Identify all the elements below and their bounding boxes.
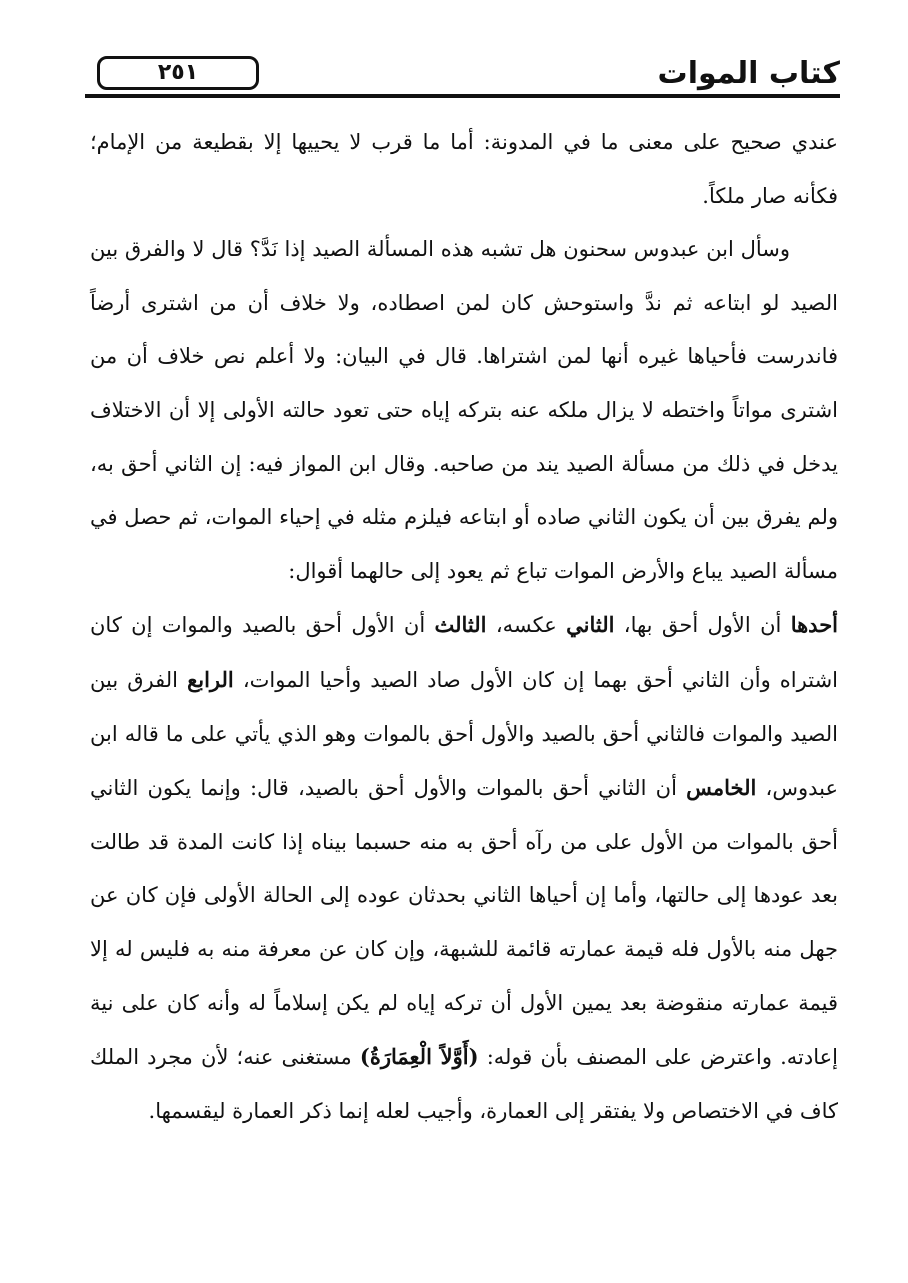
paragraph-sahnun-question: وسأل ابن عبدوس سحنون هل تشبه هذه المسألة الصيد إذا نَدَّ؟ قال لا والفرق بين الصيد لو ابتاعه ثم ندَّ واستوحش كان لمن اصطاده، ولا خلاف أن من اشترى أرضاً فاندرست فأحياها غيره أنها لمن اشتراها. قال في البيان: ولا أعلم نص خلاف أن من اشترى مواتاً واختطه لا يزال ملكه عنه بتركه إياه حتى تعود حالته الأولى إلا أن الاختلاف يدخل في ذلك من مسألة الصيد يند من صاحبه. وقال ابن المواز فيه: إن الثاني أحق به، ولم يفرق بين أن يكون الثاني صاده أو ابتاعه فيلزم مثله في إحياء الموات، ثم حصل في مسألة الصيد يباع والأرض الموات تباع ثم يعود إلى حالهما أقوال:: [90, 237, 838, 583]
opinion-label-fifth: الخامس: [686, 775, 757, 801]
running-title: كتاب الموات: [657, 56, 840, 91]
paragraph-continuation: عندي صحيح على معنى ما في المدونة: أما ما قرب لا يحييها إلا بقطيعة من الإمام؛ فكأنه صار ملكاً.: [90, 130, 838, 208]
opinion-label-fourth: الرابع: [187, 666, 234, 692]
body-text: [90, 116, 838, 1138]
opinion-text: أن الأول أحق بالصيد والموات إن كان اشتراه وأن الثاني أحق بهما إن كان الأول صاد الصيد وأحيا الموات،: [90, 613, 838, 692]
page-number: ٢٥١: [157, 60, 199, 85]
page-header: [85, 50, 840, 100]
opinion-label-second: الثاني: [566, 612, 615, 638]
opinion-text: أن الثاني أحق بالموات والأول أحق بالصيد، قال: وإنما يكون الثاني أحق بالموات من الأول على من رآه أحق به منه حسبما بيناه إذا كانت المدة قد طالت بعد عودها إلى حالتها، وأما إن أحياها الثاني بحدثان عوده إلى الحالة الأولى فإن كان عن جهل منه بالأول فله قيمة عمارته قائمة للشبهة، وإن كان عن معرفة منه به فليس له إلا قيمة عمارته منقوضة بعد يمين الأول أن تركه إياه لم يكن إسلاماً له وأنه كان على نية إعادته. واعترض على المصنف بأن قوله:: [90, 776, 838, 1070]
header-divider: [85, 94, 840, 98]
page-number-frame: [97, 56, 259, 90]
opinion-text: مستغنى عنه؛ لأن مجرد الملك كاف في الاختصاص ولا يفتقر إلى العمارة، وأجيب لعله إنما ذكر العمارة ليقسمها.: [90, 1045, 838, 1123]
paragraph-opinions: [90, 598, 838, 1138]
opinion-text: أن الأول أحق بها،: [614, 613, 791, 638]
opinion-text: الفرق بين الصيد والموات فالثاني أحق بالصيد والأول أحق بالموات وهو الذي يأتي على ما قاله ابن عبدوس،: [90, 667, 838, 801]
quoted-matn-phrase: (أَوَّلاً الْعِمَارَةُ): [359, 1044, 479, 1070]
opinion-label-first: أحدها: [790, 612, 839, 638]
opinion-text: عكسه،: [486, 613, 567, 638]
opinion-label-third: الثالث: [434, 612, 487, 638]
